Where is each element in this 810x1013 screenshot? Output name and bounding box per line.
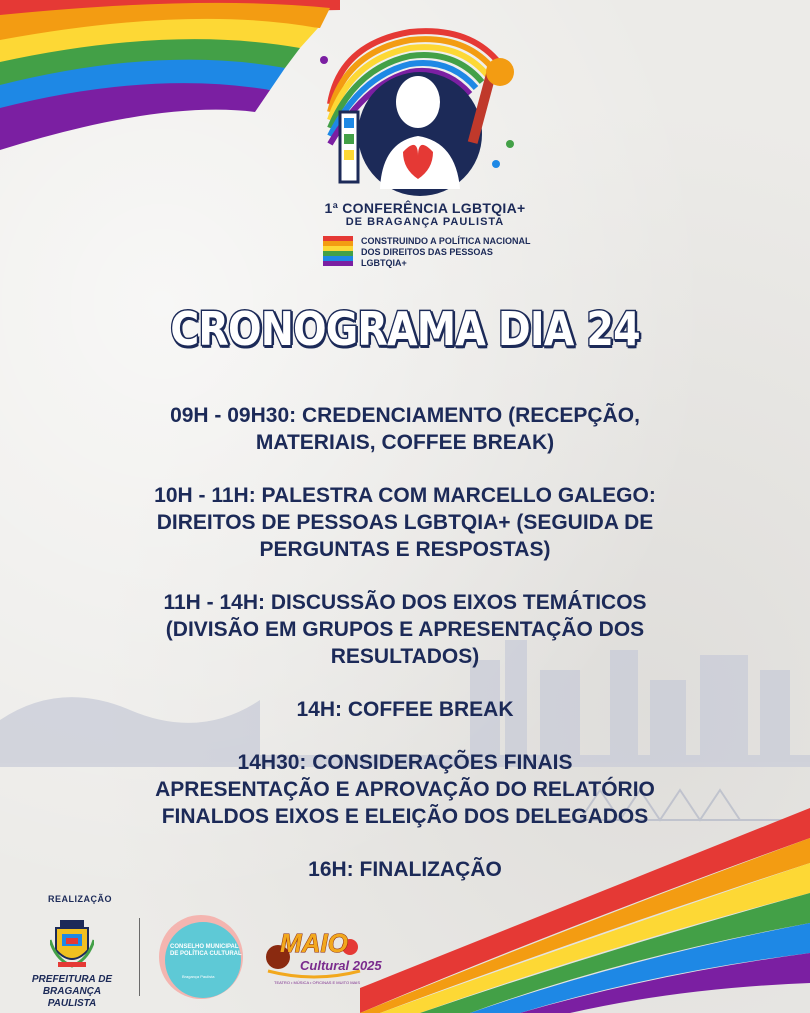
conference-title: 1ª CONFERÊNCIA LGBTQIA+ — [324, 200, 526, 216]
schedule-item — [60, 749, 750, 830]
footer-divider — [139, 918, 140, 996]
realizacao-label: REALIZAÇÃO — [48, 894, 112, 904]
maio-line: TEATRO • MÚSICA • OFICINAS E MUITO MAIS — [274, 980, 360, 985]
schedule-item — [60, 589, 750, 670]
schedule-item — [60, 482, 750, 563]
conference-tagline: CONSTRUINDO A POLÍTICA NACIONAL DOS DIREITOS DAS PESSOAS LGBTQIA+ — [361, 236, 531, 268]
schedule-line: 11H - 14H: DISCUSSÃO DOS EIXOS TEMÁTICOS — [163, 591, 647, 614]
schedule-list — [60, 402, 750, 909]
schedule-line: MATERIAIS, COFFEE BREAK) — [255, 431, 555, 454]
schedule-line: 10H - 11H: PALESTRA COM MARCELLO GALEGO: — [154, 484, 656, 507]
schedule-item — [60, 856, 750, 883]
conselho-sub-label: Bragança Paulista — [182, 974, 215, 979]
schedule-line: 16H: FINALIZAÇÃO — [308, 858, 502, 881]
maio-title: MAIO — [280, 928, 348, 958]
schedule-line: FINALDOS EIXOS E ELEIÇÃO DOS DELEGADOS — [161, 805, 649, 828]
schedule-line: 14H: COFFEE BREAK — [296, 698, 514, 721]
prefeitura-label: PREFEITURA DE BRAGANÇA PAULISTA — [31, 974, 113, 1009]
schedule-line: (DIVISÃO EM GRUPOS E APRESENTAÇÃO DOS — [165, 618, 645, 641]
rainbow-square-icon — [323, 236, 353, 266]
conselho-label: CONSELHO MUNICIPAL DE POLÍTICA CULTURAL — [170, 944, 242, 957]
schedule-line: RESULTADOS) — [330, 645, 480, 668]
schedule-line: APRESENTAÇÃO E APROVAÇÃO DO RELATÓRIO — [155, 778, 655, 801]
conference-subtitle: DE BRAGANÇA PAULISTA — [345, 216, 505, 228]
schedule-line: 14H30: CONSIDERAÇÕES FINAIS — [237, 751, 573, 774]
page-title: CRONOGRAMA DIA 24 — [170, 302, 640, 356]
city-crest-icon — [50, 920, 94, 970]
schedule-line: 09H - 09H30: CREDENCIAMENTO (RECEPÇÃO, — [170, 404, 640, 427]
schedule-line: PERGUNTAS E RESPOSTAS) — [259, 538, 551, 561]
schedule-line: DIREITOS DE PESSOAS LGBTQIA+ (SEGUIDA DE — [156, 511, 654, 534]
schedule-item — [60, 402, 750, 456]
maio-subtitle: Cultural 2025 — [300, 958, 382, 973]
rainbow-flag-top-left — [0, 0, 340, 150]
schedule-item — [60, 696, 750, 723]
